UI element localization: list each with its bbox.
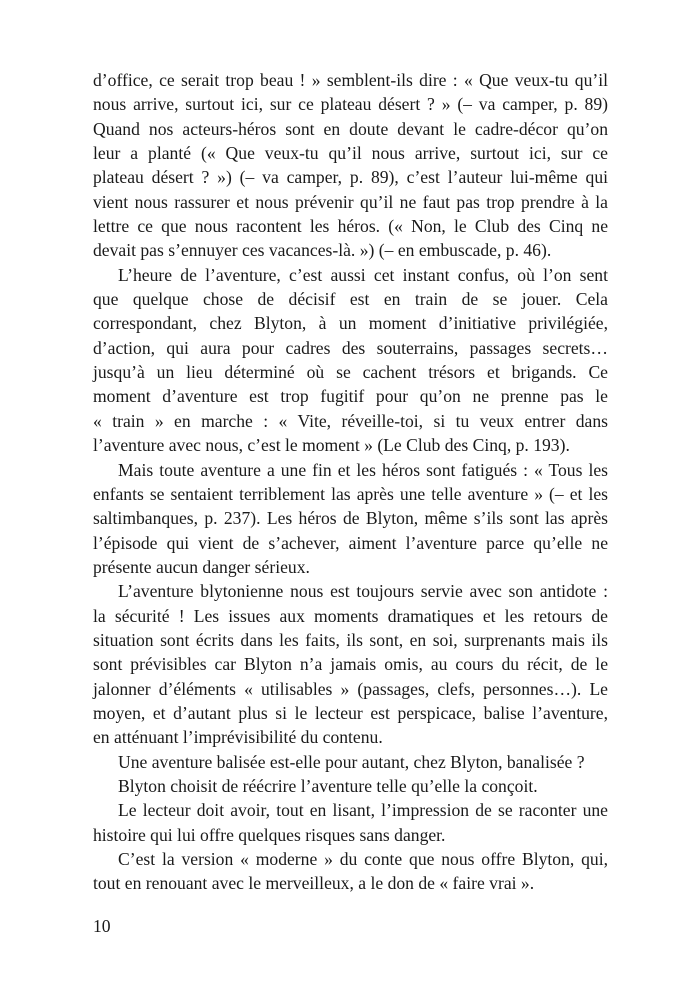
text-line: Mais toute aventure a une fin et les héros sont fatigués : « Tous les: [118, 459, 608, 480]
text-line: en atténuant l’imprévisibilité du contenu.: [93, 727, 383, 748]
text-line: moment d’aventure est trop fugitif pour qu’on ne prenne pas le: [93, 386, 608, 407]
text-line: que quelque chose de décisif est en train de se jouer. Cela: [93, 289, 608, 310]
text-line: saltimbanques, p. 237). Les héros de Blyton, même s’ils sont las après: [93, 508, 608, 529]
text-line: histoire qui lui offre quelques risques sans danger.: [93, 824, 446, 845]
text-line: Une aventure balisée est-elle pour autant, chez Blyton, banalisée ?: [118, 751, 585, 772]
text-line: Le lecteur doit avoir, tout en lisant, l’impression de se raconter une: [118, 800, 608, 821]
text-line: Quand nos acteurs-héros sont en doute devant le cadre-décor qu’on: [93, 118, 608, 139]
page-number: 10: [93, 916, 111, 936]
text-line: d’action, qui aura pour cadres des souterrains, passages secrets…: [93, 337, 608, 358]
text-line: devait pas s’ennuyer ces vacances-là. ») (– en embuscade, p. 46).: [93, 240, 552, 261]
text-line: situation sont écrits dans les faits, ils sont, en soi, surprenants mais ils: [93, 629, 608, 650]
paragraph: [93, 774, 608, 798]
text-line: tout en renouant avec le merveilleux, a le don de « faire vrai ».: [93, 873, 535, 894]
text-line: moyen, et d’autant plus si le lecteur est perspicace, balise l’aventure,: [93, 702, 608, 723]
text-line: Blyton choisit de réécrire l’aventure telle qu’elle la conçoit.: [118, 775, 538, 796]
paragraph: [93, 750, 608, 774]
text-line: d’office, ce serait trop beau ! » semblent-ils dire : « Que veux-tu qu’il: [93, 70, 608, 90]
text-line: plateau désert ? ») (– va camper, p. 89), c’est l’auteur lui-même qui: [93, 167, 608, 188]
text-line: correspondant, chez Blyton, à un moment d’initiative privilégiée,: [93, 313, 608, 334]
text-line: sont prévisibles car Blyton n’a jamais omis, au cours du récit, de le: [93, 654, 608, 675]
paragraph: [93, 798, 608, 847]
text-line: « train » en marche : « Vite, réveille-toi, si tu veux entrer dans: [93, 410, 608, 431]
text-line: L’aventure blytonienne nous est toujours servie avec son antidote :: [118, 581, 608, 602]
paragraph: [93, 68, 608, 263]
text-line: jusqu’à un lieu déterminé où se cachent trésors et brigands. Ce: [93, 362, 608, 383]
paragraph: [93, 263, 608, 458]
text-line: l’épisode qui vient de s’achever, aiment l’aventure parce qu’elle ne: [93, 532, 608, 553]
text-line: l’aventure avec nous, c’est le moment » (Le Club des Cinq, p. 193).: [93, 435, 570, 456]
text-line: la sécurité ! Les issues aux moments dramatiques et les retours de: [93, 605, 608, 626]
text-line: lettre ce que nous racontent les héros. (« Non, le Club des Cinq ne: [93, 216, 608, 237]
text-line: vient nous rassurer et nous prévenir qu’il ne faut pas trop prendre à la: [93, 191, 608, 212]
page-body: [93, 68, 608, 896]
text-line: enfants se sentaient terriblement las après une telle aventure » (– et les: [93, 483, 608, 504]
paragraph: [93, 847, 608, 896]
text-line: L’heure de l’aventure, c’est aussi cet instant confus, où l’on sent: [118, 264, 608, 285]
text-line: leur a planté (« Que veux-tu qu’il nous arrive, surtout ici, sur ce: [93, 143, 608, 164]
text-line: jalonner d’éléments « utilisables » (passages, clefs, personnes…). Le: [93, 678, 608, 699]
text-line: C’est la version « moderne » du conte que nous offre Blyton, qui,: [118, 849, 608, 869]
text-line: présente aucun danger sérieux.: [93, 556, 310, 577]
paragraph: [93, 458, 608, 580]
paragraph: [93, 579, 608, 749]
text-line: nous arrive, surtout ici, sur ce plateau désert ? » (– va camper, p. 89): [93, 94, 608, 115]
